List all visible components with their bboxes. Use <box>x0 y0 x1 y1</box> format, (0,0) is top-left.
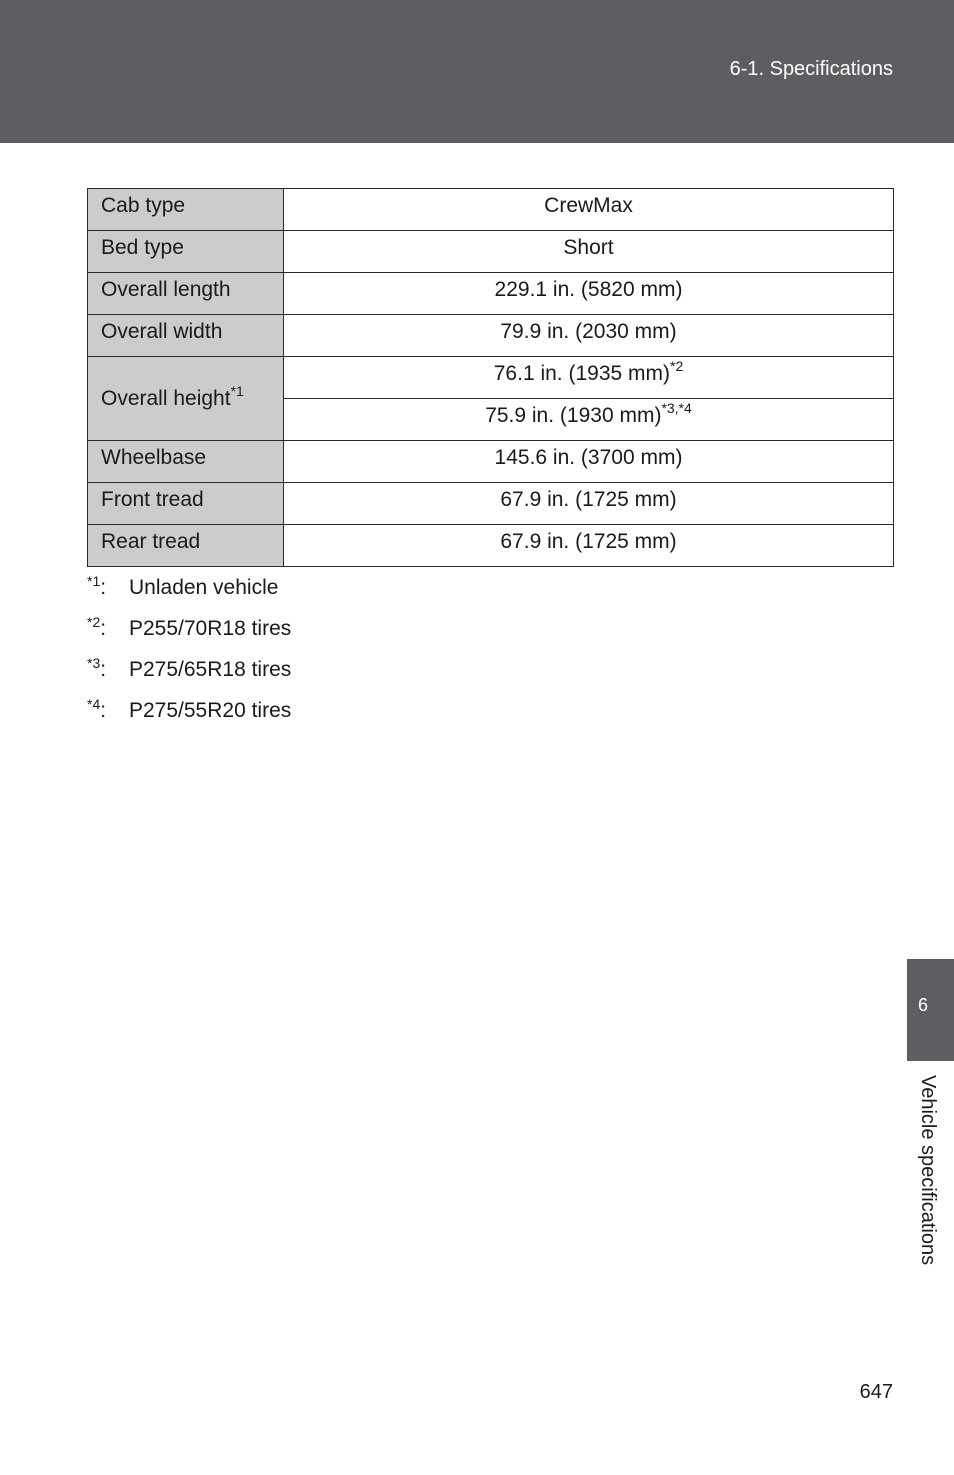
footnote-item <box>87 573 291 617</box>
row-label: Bed type <box>88 231 284 273</box>
table-row <box>88 231 894 273</box>
footnote-item <box>87 614 292 658</box>
footnote-mark: $^{*2}$: <box>87 614 107 640</box>
footnote-mark-text: *4 <box>87 696 101 712</box>
row-label: Overall width <box>88 315 284 357</box>
footnote-item <box>87 655 292 699</box>
row-value: 76.1 in. (1935 mm) <box>493 362 670 385</box>
page-number: 647 <box>859 1381 893 1403</box>
footnote-text: Unladen vehicle <box>129 576 279 599</box>
row-value: CrewMax <box>284 189 894 231</box>
section-title: 6-1. Specifications <box>729 58 893 80</box>
footnote-mark-text: *2 <box>87 614 101 630</box>
row-label: Overall height <box>101 387 231 410</box>
table-row <box>88 483 894 525</box>
row-value-cell <box>284 357 894 399</box>
table-row <box>88 525 894 567</box>
chapter-label: Vehicle specifications <box>917 1075 939 1266</box>
footnote-ref: *2 <box>670 358 684 374</box>
row-value: Short <box>284 231 894 273</box>
chapter-tab[interactable] <box>907 959 954 1061</box>
footnote-item <box>87 696 292 740</box>
row-value: 145.6 in. (3700 mm) <box>284 441 894 483</box>
row-value: 75.9 in. (1930 mm) <box>485 404 662 427</box>
row-value: 67.9 in. (1725 mm) <box>284 525 894 567</box>
footnote-text: P275/55R20 tires <box>129 699 292 722</box>
footnotes <box>87 573 292 740</box>
footnote-text: P255/70R18 tires <box>129 617 292 640</box>
footnote-mark: $^{*1}$: <box>87 573 107 599</box>
row-label: Overall length <box>88 273 284 315</box>
row-label: Wheelbase <box>88 441 284 483</box>
footnote-mark: $^{*3}$: <box>87 655 107 681</box>
row-label-overall-height <box>88 357 284 441</box>
table-row <box>88 357 894 399</box>
dimensions-table <box>87 188 894 567</box>
row-label: Rear tread <box>88 525 284 567</box>
row-value: 229.1 in. (5820 mm) <box>284 273 894 315</box>
row-value: 79.9 in. (2030 mm) <box>284 315 894 357</box>
row-label: Front tread <box>88 483 284 525</box>
row-value-cell <box>284 399 894 441</box>
footnote-ref: *3,*4 <box>661 400 692 416</box>
table-row <box>88 273 894 315</box>
table-row <box>88 189 894 231</box>
footnote-ref: *1 <box>230 383 244 399</box>
footnote-mark-text: *3 <box>87 655 101 671</box>
table-row <box>88 441 894 483</box>
footnote-mark-text: *1 <box>87 573 101 589</box>
table-row <box>88 315 894 357</box>
row-value: 67.9 in. (1725 mm) <box>284 483 894 525</box>
footnote-text: P275/65R18 tires <box>129 658 292 681</box>
footnote-mark: $^{*4}$: <box>87 696 107 722</box>
chapter-number: 6 <box>917 995 928 1015</box>
row-label: Cab type <box>88 189 284 231</box>
